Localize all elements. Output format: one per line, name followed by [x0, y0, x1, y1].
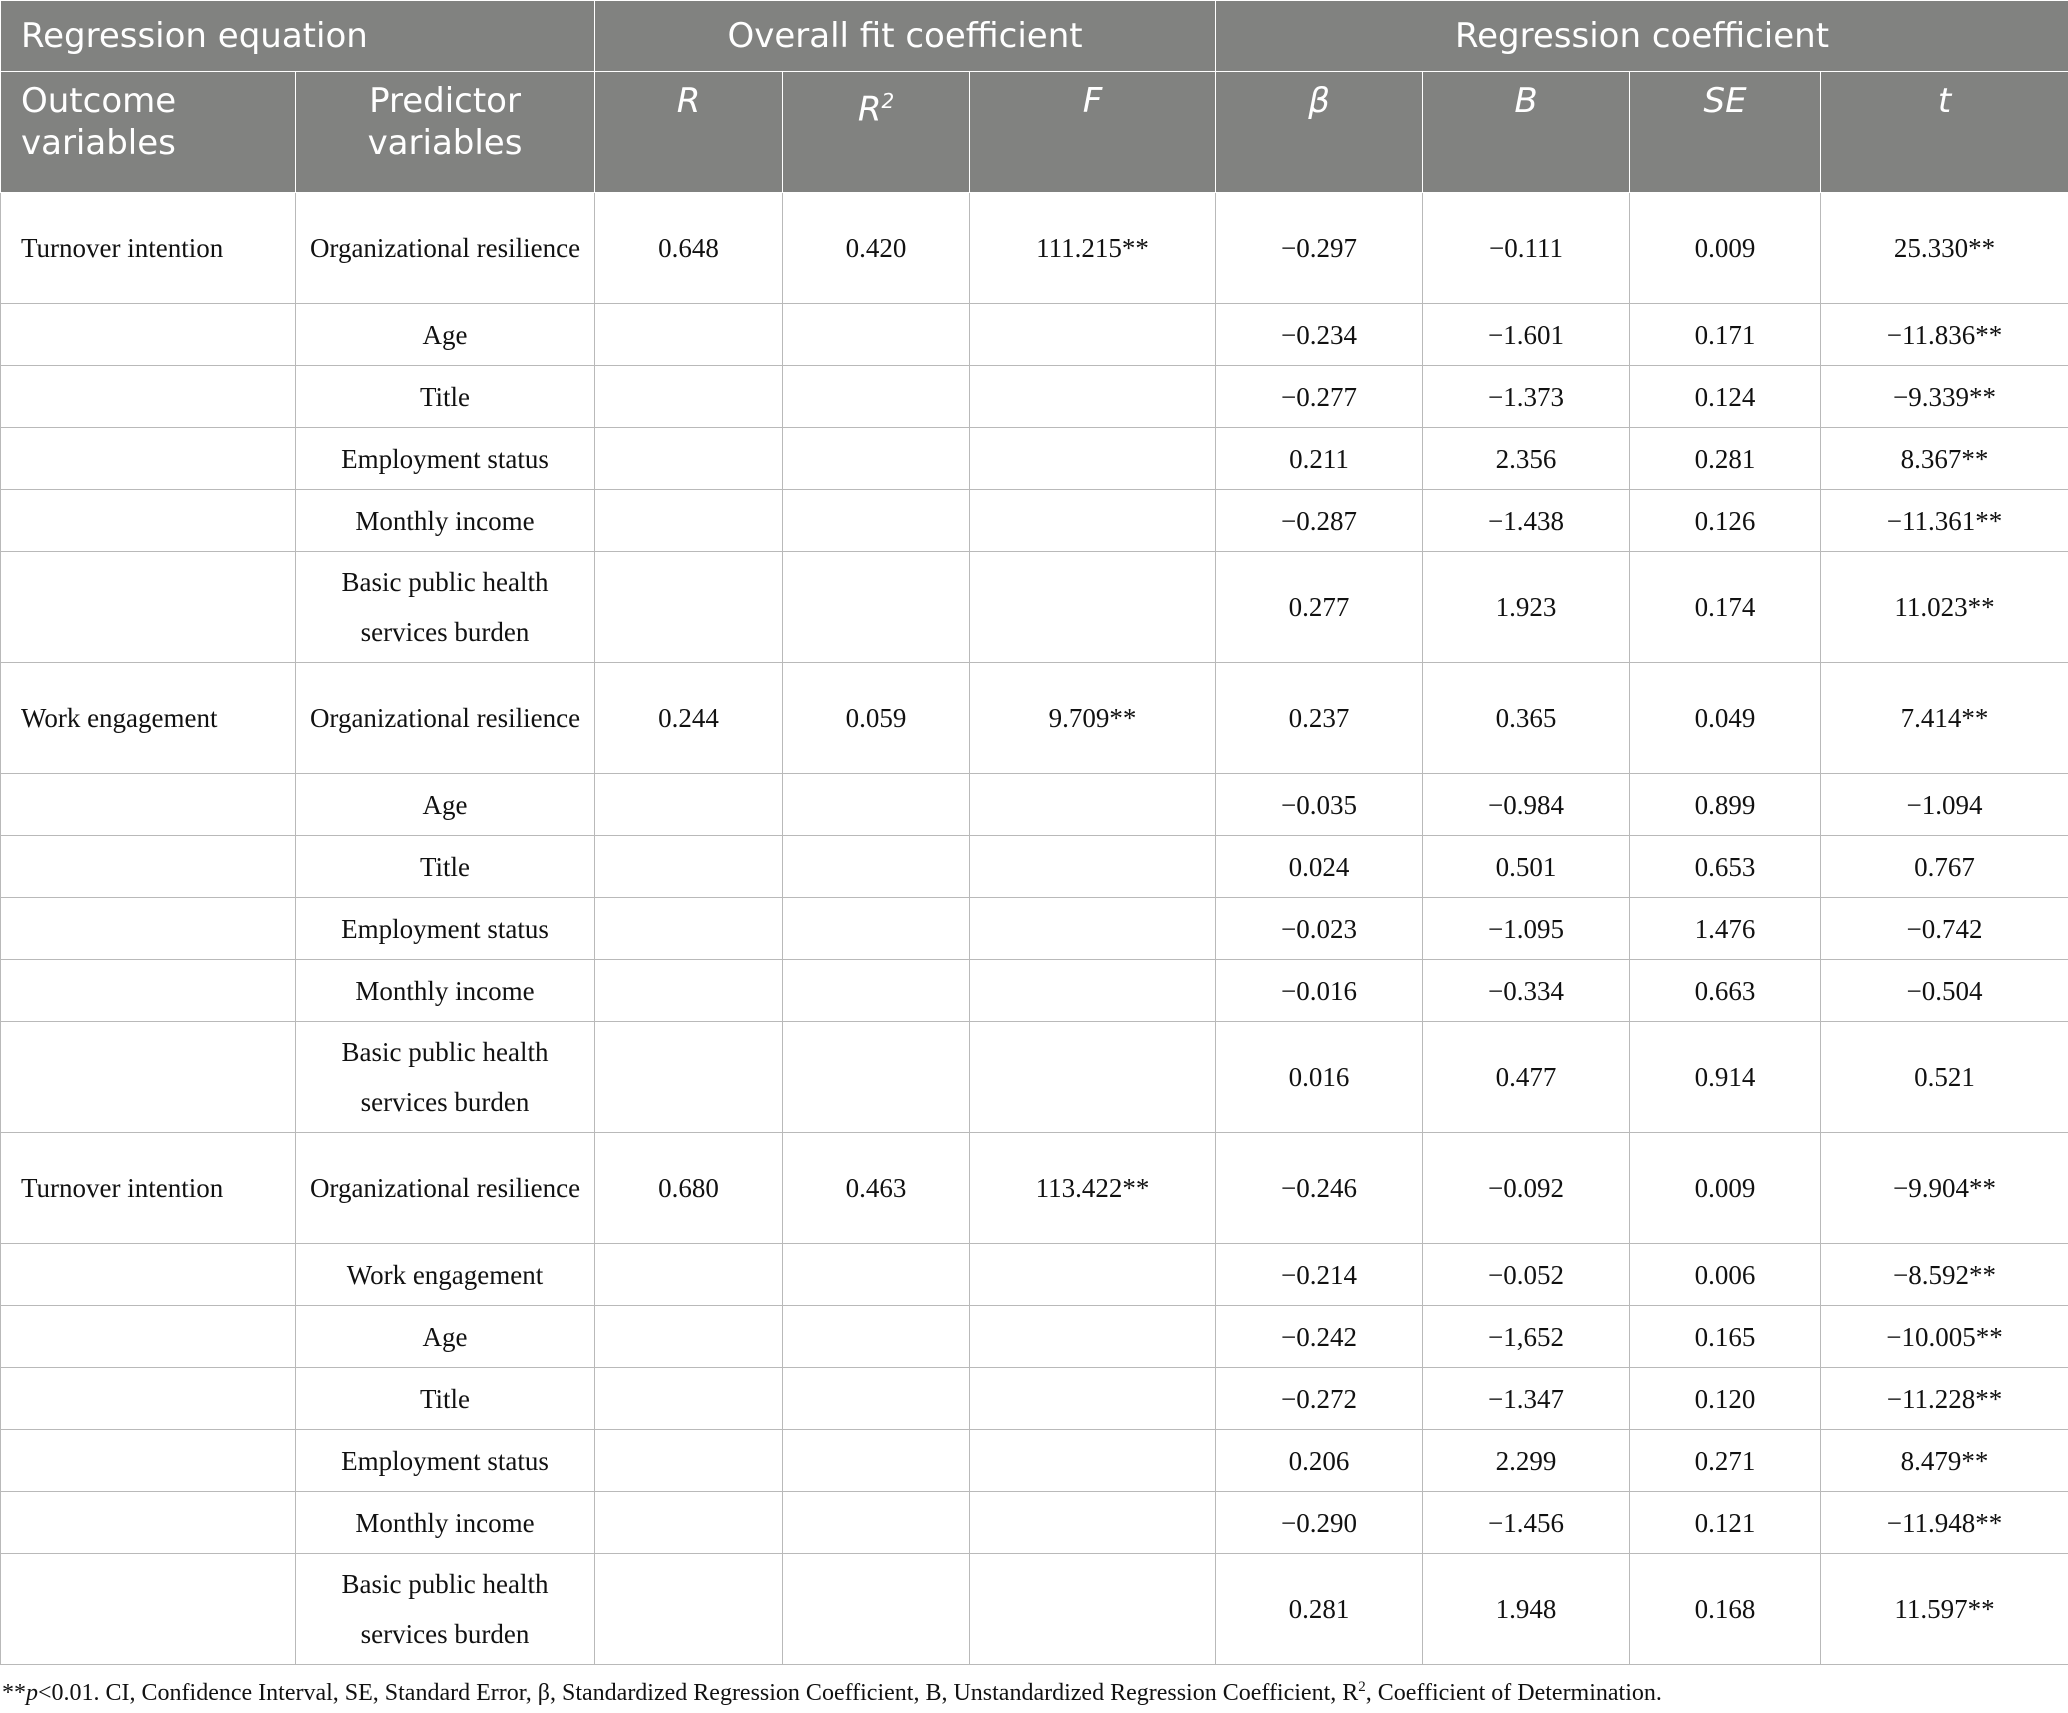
predictor-cell: Basic public health services burden	[296, 1022, 595, 1133]
se-cell: 0.914	[1630, 1022, 1821, 1133]
predictor-cell: Age	[296, 1306, 595, 1368]
r-cell	[595, 960, 783, 1022]
table-row	[1, 960, 2068, 1022]
table-body	[1, 193, 2068, 1665]
r-squared-cell	[783, 490, 970, 552]
se-cell: 0.899	[1630, 774, 1821, 836]
footnote-text-a: <0.01. CI, Confidence Interval, SE, Standard Error, β, Standardized Regression Coefficient, B, Unstandardized Regression Coefficient, R	[38, 1680, 1358, 1706]
f-cell	[970, 1554, 1216, 1665]
outcome-cell	[1, 366, 296, 428]
predictor-cell: Title	[296, 366, 595, 428]
t-cell: −10.005**	[1821, 1306, 2068, 1368]
r-squared-cell	[783, 552, 970, 663]
beta-cell: −0.242	[1216, 1306, 1423, 1368]
r-cell	[595, 552, 783, 663]
outcome-cell: Work engagement	[1, 663, 296, 774]
outcome-cell	[1, 1492, 296, 1554]
r-squared-cell	[783, 1368, 970, 1430]
f-cell	[970, 960, 1216, 1022]
table-row	[1, 898, 2068, 960]
table-row	[1, 428, 2068, 490]
b-cell: −1.373	[1423, 366, 1630, 428]
outcome-cell	[1, 1554, 296, 1665]
t-cell: 11.597**	[1821, 1554, 2068, 1665]
se-cell: 0.174	[1630, 552, 1821, 663]
col-b: B	[1423, 72, 1630, 193]
outcome-cell: Turnover intention	[1, 193, 296, 304]
beta-cell: −0.297	[1216, 193, 1423, 304]
predictor-cell: Organizational resilience	[296, 1133, 595, 1244]
predictor-cell: Monthly income	[296, 960, 595, 1022]
outcome-cell	[1, 836, 296, 898]
se-cell: 0.120	[1630, 1368, 1821, 1430]
beta-cell: −0.277	[1216, 366, 1423, 428]
b-cell: −0.984	[1423, 774, 1630, 836]
t-cell: −11.361**	[1821, 490, 2068, 552]
f-cell	[970, 836, 1216, 898]
outcome-cell	[1, 960, 296, 1022]
se-cell: 0.049	[1630, 663, 1821, 774]
b-cell: −0.334	[1423, 960, 1630, 1022]
se-cell: 0.009	[1630, 193, 1821, 304]
r-squared-cell	[783, 898, 970, 960]
f-cell	[970, 552, 1216, 663]
b-cell: 0.477	[1423, 1022, 1630, 1133]
beta-cell: 0.016	[1216, 1022, 1423, 1133]
outcome-cell	[1, 552, 296, 663]
predictor-cell: Monthly income	[296, 1492, 595, 1554]
beta-cell: −0.214	[1216, 1244, 1423, 1306]
r-squared-cell	[783, 1554, 970, 1665]
predictor-cell: Monthly income	[296, 490, 595, 552]
footnote-p-label: p	[26, 1680, 38, 1706]
table-row	[1, 193, 2068, 304]
predictor-cell: Organizational resilience	[296, 193, 595, 304]
t-cell: 8.479**	[1821, 1430, 2068, 1492]
b-cell: −0.111	[1423, 193, 1630, 304]
table-row	[1, 1368, 2068, 1430]
col-r-squared-exponent: 2	[881, 89, 894, 113]
t-cell: 0.767	[1821, 836, 2068, 898]
b-cell: −1.347	[1423, 1368, 1630, 1430]
table-footnote	[0, 1667, 2062, 1713]
col-r: R	[595, 72, 783, 193]
b-cell: 0.365	[1423, 663, 1630, 774]
table-row	[1, 1492, 2068, 1554]
r-squared-cell	[783, 836, 970, 898]
predictor-cell: Work engagement	[296, 1244, 595, 1306]
b-cell: 0.501	[1423, 836, 1630, 898]
r-squared-cell	[783, 1306, 970, 1368]
header-column-row	[1, 72, 2068, 193]
t-cell: −8.592**	[1821, 1244, 2068, 1306]
table-header	[1, 1, 2068, 193]
col-se: SE	[1630, 72, 1821, 193]
r-squared-cell	[783, 428, 970, 490]
table-row	[1, 1430, 2068, 1492]
beta-cell: 0.281	[1216, 1554, 1423, 1665]
f-cell	[970, 490, 1216, 552]
b-cell: −1,652	[1423, 1306, 1630, 1368]
b-cell: 1.948	[1423, 1554, 1630, 1665]
t-cell: 11.023**	[1821, 552, 2068, 663]
f-cell	[970, 1306, 1216, 1368]
beta-cell: 0.024	[1216, 836, 1423, 898]
header-group-row	[1, 1, 2068, 72]
table-row	[1, 1133, 2068, 1244]
r-squared-cell	[783, 960, 970, 1022]
f-cell	[970, 1022, 1216, 1133]
outcome-cell	[1, 1244, 296, 1306]
r-squared-cell	[783, 774, 970, 836]
beta-cell: −0.035	[1216, 774, 1423, 836]
outcome-cell	[1, 1022, 296, 1133]
b-cell: −1.438	[1423, 490, 1630, 552]
col-r-squared-base: R	[858, 89, 882, 129]
predictor-cell: Basic public health services burden	[296, 552, 595, 663]
r-squared-cell: 0.420	[783, 193, 970, 304]
table-row	[1, 836, 2068, 898]
se-cell: 1.476	[1630, 898, 1821, 960]
outcome-cell	[1, 1306, 296, 1368]
footnote-superscript: 2	[1358, 1679, 1366, 1695]
se-cell: 0.271	[1630, 1430, 1821, 1492]
beta-cell: −0.023	[1216, 898, 1423, 960]
outcome-cell	[1, 304, 296, 366]
t-cell: 8.367**	[1821, 428, 2068, 490]
f-cell: 9.709**	[970, 663, 1216, 774]
r-cell	[595, 1554, 783, 1665]
footnote-stars: **	[2, 1680, 26, 1706]
r-cell: 0.244	[595, 663, 783, 774]
r-squared-cell: 0.059	[783, 663, 970, 774]
predictor-cell: Age	[296, 774, 595, 836]
beta-cell: −0.246	[1216, 1133, 1423, 1244]
r-cell	[595, 774, 783, 836]
se-cell: 0.126	[1630, 490, 1821, 552]
table-row	[1, 304, 2068, 366]
se-cell: 0.168	[1630, 1554, 1821, 1665]
r-squared-cell	[783, 1244, 970, 1306]
group-regression-equation: Regression equation	[1, 1, 595, 72]
t-cell: −0.742	[1821, 898, 2068, 960]
r-cell	[595, 490, 783, 552]
t-cell: −9.339**	[1821, 366, 2068, 428]
outcome-cell	[1, 1430, 296, 1492]
beta-cell: −0.290	[1216, 1492, 1423, 1554]
r-cell	[595, 1492, 783, 1554]
table-row	[1, 1554, 2068, 1665]
f-cell	[970, 898, 1216, 960]
col-predictor-variables: Predictor variables	[296, 72, 595, 193]
se-cell: 0.171	[1630, 304, 1821, 366]
se-cell: 0.009	[1630, 1133, 1821, 1244]
col-r-squared	[783, 72, 970, 193]
outcome-cell	[1, 490, 296, 552]
t-cell: −0.504	[1821, 960, 2068, 1022]
b-cell: 2.299	[1423, 1430, 1630, 1492]
outcome-cell	[1, 898, 296, 960]
t-cell: 7.414**	[1821, 663, 2068, 774]
col-beta: β	[1216, 72, 1423, 193]
footnote-text-b: , Coefficient of Determination.	[1366, 1680, 1662, 1706]
table-row	[1, 774, 2068, 836]
predictor-cell: Title	[296, 836, 595, 898]
r-cell	[595, 1368, 783, 1430]
r-squared-cell	[783, 366, 970, 428]
predictor-cell: Employment status	[296, 898, 595, 960]
predictor-cell: Basic public health services burden	[296, 1554, 595, 1665]
table-row	[1, 663, 2068, 774]
se-cell: 0.281	[1630, 428, 1821, 490]
group-overall-fit: Overall fit coefficient	[595, 1, 1216, 72]
r-squared-cell	[783, 304, 970, 366]
r-cell	[595, 428, 783, 490]
beta-cell: −0.016	[1216, 960, 1423, 1022]
f-cell	[970, 366, 1216, 428]
se-cell: 0.121	[1630, 1492, 1821, 1554]
r-cell	[595, 1244, 783, 1306]
beta-cell: −0.234	[1216, 304, 1423, 366]
beta-cell: 0.277	[1216, 552, 1423, 663]
t-cell: −11.836**	[1821, 304, 2068, 366]
beta-cell: −0.287	[1216, 490, 1423, 552]
r-cell	[595, 304, 783, 366]
b-cell: 1.923	[1423, 552, 1630, 663]
table-row	[1, 1022, 2068, 1133]
f-cell	[970, 1244, 1216, 1306]
r-cell	[595, 1430, 783, 1492]
se-cell: 0.006	[1630, 1244, 1821, 1306]
beta-cell: 0.237	[1216, 663, 1423, 774]
r-squared-cell	[783, 1492, 970, 1554]
b-cell: −1.095	[1423, 898, 1630, 960]
t-cell: 25.330**	[1821, 193, 2068, 304]
r-cell	[595, 1306, 783, 1368]
beta-cell: 0.211	[1216, 428, 1423, 490]
b-cell: −0.092	[1423, 1133, 1630, 1244]
table-row	[1, 1244, 2068, 1306]
se-cell: 0.124	[1630, 366, 1821, 428]
outcome-cell	[1, 774, 296, 836]
outcome-cell: Turnover intention	[1, 1133, 296, 1244]
r-cell: 0.648	[595, 193, 783, 304]
r-squared-cell	[783, 1430, 970, 1492]
outcome-cell	[1, 1368, 296, 1430]
f-cell	[970, 304, 1216, 366]
t-cell: −1.094	[1821, 774, 2068, 836]
f-cell	[970, 774, 1216, 836]
col-t: t	[1821, 72, 2068, 193]
beta-cell: −0.272	[1216, 1368, 1423, 1430]
r-squared-cell	[783, 1022, 970, 1133]
table-row	[1, 366, 2068, 428]
predictor-cell: Employment status	[296, 428, 595, 490]
se-cell: 0.663	[1630, 960, 1821, 1022]
t-cell: 0.521	[1821, 1022, 2068, 1133]
beta-cell: 0.206	[1216, 1430, 1423, 1492]
f-cell	[970, 428, 1216, 490]
f-cell	[970, 1492, 1216, 1554]
col-outcome-variables: Outcome variables	[1, 72, 296, 193]
b-cell: −1.601	[1423, 304, 1630, 366]
col-f: F	[970, 72, 1216, 193]
r-cell	[595, 1022, 783, 1133]
f-cell: 111.215**	[970, 193, 1216, 304]
b-cell: −0.052	[1423, 1244, 1630, 1306]
table-row	[1, 490, 2068, 552]
group-regression-coefficient: Regression coefficient	[1216, 1, 2068, 72]
f-cell	[970, 1430, 1216, 1492]
t-cell: −11.228**	[1821, 1368, 2068, 1430]
predictor-cell: Employment status	[296, 1430, 595, 1492]
outcome-cell	[1, 428, 296, 490]
r-cell	[595, 366, 783, 428]
se-cell: 0.165	[1630, 1306, 1821, 1368]
f-cell	[970, 1368, 1216, 1430]
r-cell: 0.680	[595, 1133, 783, 1244]
t-cell: −11.948**	[1821, 1492, 2068, 1554]
table-row	[1, 552, 2068, 663]
b-cell: 2.356	[1423, 428, 1630, 490]
predictor-cell: Organizational resilience	[296, 663, 595, 774]
predictor-cell: Age	[296, 304, 595, 366]
f-cell: 113.422**	[970, 1133, 1216, 1244]
predictor-cell: Title	[296, 1368, 595, 1430]
se-cell: 0.653	[1630, 836, 1821, 898]
b-cell: −1.456	[1423, 1492, 1630, 1554]
table-row	[1, 1306, 2068, 1368]
r-cell	[595, 836, 783, 898]
r-squared-cell: 0.463	[783, 1133, 970, 1244]
t-cell: −9.904**	[1821, 1133, 2068, 1244]
r-cell	[595, 898, 783, 960]
